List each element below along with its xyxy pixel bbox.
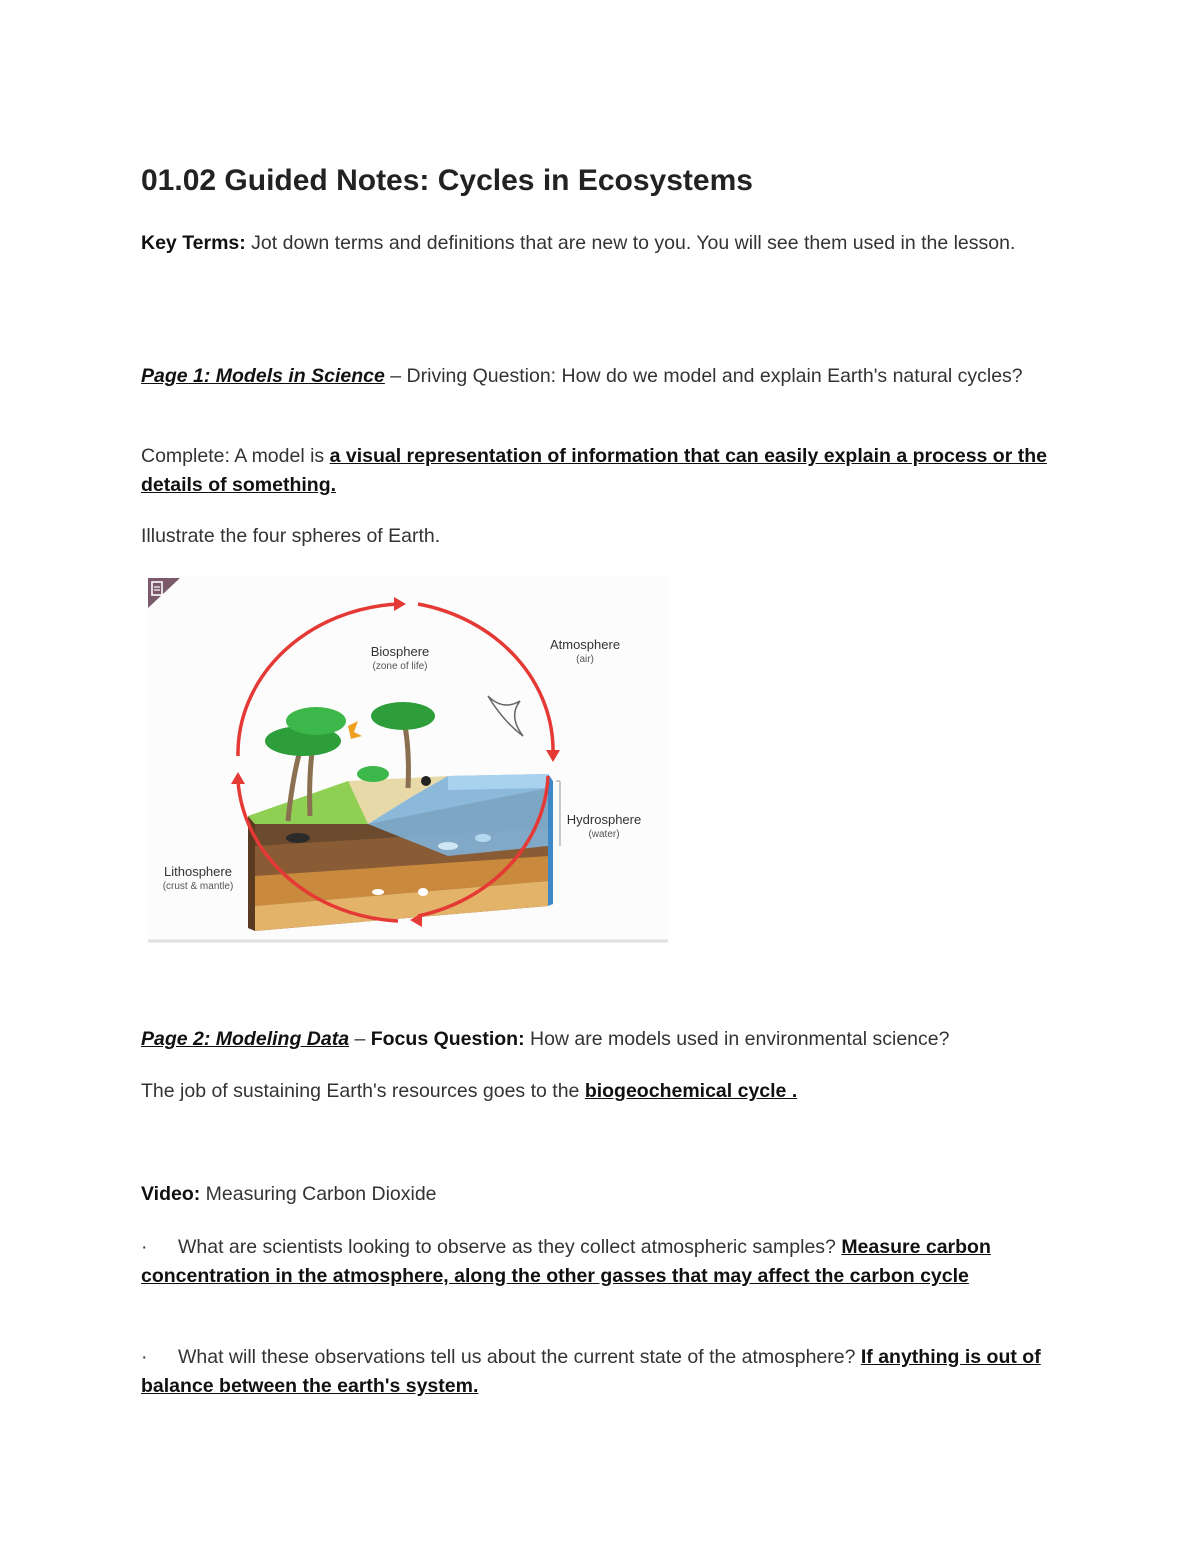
atmosphere-sublabel: (air) [576,654,594,665]
key-terms-paragraph [141,229,1051,258]
video-paragraph [141,1180,1051,1209]
page-title: 01.02 Guided Notes: Cycles in Ecosystems [141,164,753,197]
bullet-2: · [141,1346,148,1368]
page2-dash: – [349,1028,371,1050]
video-title: Measuring Carbon Dioxide [200,1183,437,1205]
key-terms-label: Key Terms: [141,232,246,254]
hydrosphere-sublabel: (water) [588,829,620,840]
biosphere-sublabel: (zone of life) [372,661,428,672]
video-label: Video: [141,1183,201,1205]
sustain-answer: biogeochemical cycle . [584,1080,798,1102]
illustrate-instruction: Illustrate the four spheres of Earth. [141,525,441,547]
page1-paragraph [141,362,1051,391]
model-definition-paragraph [141,442,1051,500]
video-question-2 [141,1343,1051,1401]
key-terms-text: Jot down terms and definitions that are new to you. You will see them used in the lesson. [245,232,1016,254]
video-q1-answer: Measure carbon concentration in the atmosphere, along the other gasses that may affect the carbon cycle [141,1236,991,1287]
page1-heading: Page 1: Models in Science [141,365,385,387]
sustain-prefix: The job of sustaining Earth's resources goes to the [141,1080,585,1102]
hydrosphere-label: Hydrosphere [566,812,642,827]
page1-question: Driving Question: How do we model and explain Earth's natural cycles? [406,365,1023,387]
page2-heading: Page 2: Modeling Data [141,1028,350,1050]
video-question-1 [141,1233,1051,1291]
earth-spheres-diagram [148,576,668,944]
sustain-paragraph [141,1077,1051,1106]
atmosphere-label: Atmosphere [549,637,621,652]
model-definition-prefix: Complete: A model is [141,445,330,467]
page1-dash: – [384,365,407,387]
video-q1-text: What are scientists looking to observe as they collect atmospheric samples? [178,1236,842,1258]
video-q2-answer: If anything is out of balance between the earth's system. [141,1346,1041,1397]
biosphere-label: Biosphere [370,644,430,659]
model-definition-answer: a visual representation of information that can easily explain a process or the details of something. [141,445,1047,496]
lithosphere-label: Lithosphere [164,864,232,879]
video-q2-text: What will these observations tell us about the current state of the atmosphere? [178,1346,861,1368]
focus-question-label: Focus Question: [370,1028,525,1050]
focus-question-text: How are models used in environmental science? [524,1028,950,1050]
page2-paragraph [141,1025,1051,1054]
bullet-1: · [141,1236,148,1258]
lithosphere-sublabel: (crust & mantle) [162,881,234,892]
